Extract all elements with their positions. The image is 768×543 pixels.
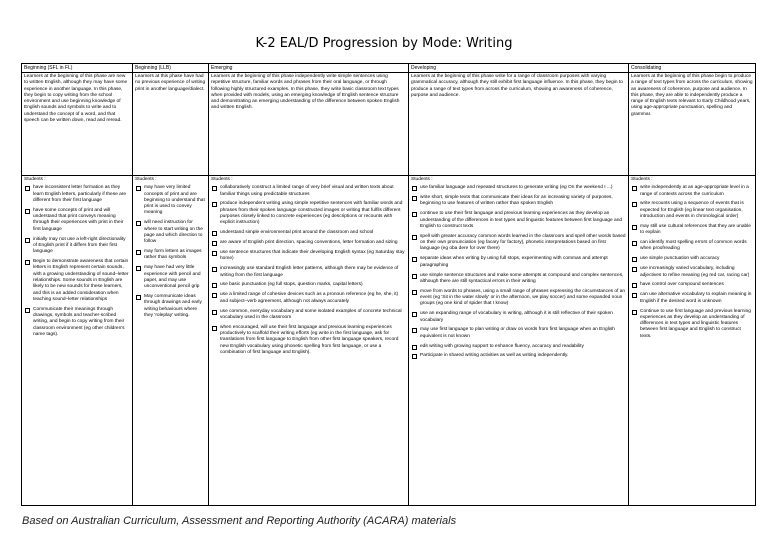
students-cell <box>409 176 629 506</box>
indicator-item: understand simple environmental print around the classroom and school <box>211 230 406 236</box>
phase-description-beginning-llb: Learners at this phase have had no previous experience of writing print in another language/dialect. <box>133 73 209 176</box>
indicator-item: write recounts using a sequence of events that is expected for English (eg linear text organisation, introduction and events in chronological order) <box>631 201 753 220</box>
indicator-item: may use first language to plan writing or draw on words from first language when an English equivalent is not known <box>411 327 626 340</box>
phase-header-developing: Developing <box>409 64 629 73</box>
phase-header-beginning-sfl: Beginning (SFL in FL) <box>22 64 133 73</box>
indicator-item: have some concepts of print and will understand that print conveys meaning through their experiences with print in their first language <box>24 208 130 233</box>
phase-header-consolidating: Consolidating <box>629 64 756 73</box>
indicator-item: use increasingly varied vocabulary, including adjectives to refine meaning (eg red car, racing car) <box>631 266 753 279</box>
students-label: Students : <box>631 177 653 182</box>
indicator-list <box>135 185 206 319</box>
indicator-list <box>211 185 406 356</box>
indicator-item: may have very limited concepts of print and are beginning to understand that print is used to convey meaning <box>135 185 206 216</box>
indicator-item: have inconsistent letter formation as they learn English letters, particularly if these are different from their first language <box>24 185 130 204</box>
indicator-list <box>411 185 626 359</box>
phase-description-beginning-sfl: Learners at the beginning of this phase are new to written English, although they may have some experience in another language. In this phase, they begin to copy writing from the school environment and use beginning knowledge of English sounds and symbols to write and to understand the concept of a word, and that speech can be written down, read and reread. <box>22 73 133 176</box>
indicator-item: Continue to use first language and previous learning experiences as they develop an understanding of differences in text types and linguistic features between first language and English to construct texts. <box>631 309 753 340</box>
indicator-item: use basic punctuation (eg full stops, question marks, capital letters) <box>211 282 406 288</box>
indicator-item: can use alternative vocabulary to explain meaning in English if the desired word is unknown <box>631 292 753 305</box>
document-title: K-2 EAL/D Progression by Mode: Writing <box>255 36 513 51</box>
students-cell <box>133 176 209 506</box>
indicator-item: continue to use their first language and previous learning experiences as they develop an understanding of the differences in text types and linguistic features between first language and English to construct texts <box>411 211 626 230</box>
indicator-item: initially may not use a left-right directionality of English print if it differs from their first language <box>24 237 130 256</box>
indicator-item: increasingly use standard English letter patterns, although there may be evidence of writing from the first language <box>211 266 406 279</box>
phase-header-row <box>22 64 756 73</box>
indicator-item: use familiar language and repeated structures to generate writing (eg On the weekend I ...) <box>411 185 626 191</box>
phase-students-row <box>22 176 756 506</box>
indicator-item: use common, everyday vocabulary and some isolated examples of concrete technical vocabulary used in the classroom <box>211 309 406 322</box>
source-footnote: Based on Australian Curriculum, Assessment and Reporting Authority (ACARA) materials <box>22 515 457 527</box>
indicator-item: Participate in shared writing activities as well as writing independently. <box>411 353 626 359</box>
students-label: Students : <box>135 177 157 182</box>
phase-header-beginning-llb: Beginning (LLB) <box>133 64 209 73</box>
phase-header-emerging: Emerging <box>209 64 409 73</box>
indicator-item: when encouraged, will use their first language and previous learning experiences productively to scaffold their writing efforts (eg write in the first language, ask for translations from first language to English from other first language speakers, record new English vocabulary using phonetic spelling from first language, or use a combination of first language and English). <box>211 325 406 356</box>
indicator-item: Communicate their meanings through drawings, symbols and teacher-scribed writing, and begin to copy writing from their classroom environment (eg other children's name tags). <box>24 307 130 338</box>
indicator-item: use an expanding range of vocabulary in writing, although it is still reflective of their spoken vocabulary <box>411 311 626 324</box>
indicator-item: spell with greater accuracy common words learned in the classroom and spell other words based on their own pronunciation (eg facary for factory), phonetic interpretations based on first language (eg oba dere for over there) <box>411 234 626 253</box>
progression-table <box>21 63 756 506</box>
indicator-item: may have had very little experience with pencil and paper, and may use unconventional pencil grip <box>135 265 206 290</box>
indicator-item: use a limited range of cohesive devices such as a pronoun reference (eg he, she, it) and subject–verb agreement, although not always accurately <box>211 292 406 305</box>
phase-description-row <box>22 73 756 176</box>
phase-description-emerging: Learners at the beginning of this phase independently write simple sentences using repetitive structure, familiar words and phrases from their oral language, or through following highly structured examples. In this phase, they write basic classroom text types when provided with models, using an emerging knowledge of English sentence structure and demonstrating an emerging understanding of the difference between spoken English and written English. <box>209 73 409 176</box>
indicator-item: use sentence structures that indicate their developing English syntax (eg Saturday stay home) <box>211 250 406 263</box>
indicator-item: separate ideas when writing by using full stops, experimenting with commas and attempt paragraphing <box>411 256 626 269</box>
indicator-item: Begin to demonstrate awareness that certain letters in English represent certain sounds, with a growing understanding of sound–letter relationships. Some sounds in English are likely to be new sounds for these learners, and this is an added consideration when teaching sound–letter relationships <box>24 259 130 303</box>
indicator-item: edit writing with growing support to enhance fluency, accuracy and readability <box>411 344 626 350</box>
indicator-item: collaboratively construct a limited range of very brief visual and written texts about familiar things using predictable structures <box>211 185 406 198</box>
indicator-item: write short, simple texts that communicate their ideas for an increasing variety of purposes, beginning to use features of written rather than spoken English <box>411 195 626 208</box>
indicator-item: have control over compound sentences <box>631 282 753 288</box>
indicator-item: use simple punctuation with accuracy <box>631 256 753 262</box>
indicator-item: may still use cultural references that they are unable to explain <box>631 224 753 237</box>
students-label: Students : <box>411 177 433 182</box>
students-label: Students : <box>24 177 46 182</box>
indicator-item: May communicate ideas through drawings and early writing behaviours where they 'roleplay' writing. <box>135 294 206 319</box>
indicator-item: are aware of English print direction, spacing conventions, letter formation and sizing <box>211 240 406 246</box>
indicator-item: produce independent writing using simple repetitive sentences with familiar words and phrases from their spoken language constructed images or writing that fulfils different purposes closely linked to concrete experiences (eg descriptions or recounts with explicit instruction) <box>211 201 406 226</box>
phase-description-consolidating: Learners at the beginning of this phase begin to produce a range of text types from across the curriculum, showing an awareness of coherence, purpose and audience. In this phase, they are able to independently produce a range of English texts relevant to Early Childhood years, using age-appropriate punctuation, spelling and grammar. <box>629 73 756 176</box>
indicator-item: will need instruction for where to start writing on the page and which direction to follow <box>135 220 206 245</box>
indicator-item: move from words to phrases, using a small range of phrases expressing the circumstances of an event (eg 'Sit in the water slowly' or in the afternoon, we play soccer) and some expanded noun groups (eg one kind of spider that I know) <box>411 289 626 308</box>
phase-description-developing: Learners at the beginning of this phase write for a range of classroom purposes with varying grammatical accuracy, although they still exhibit first language influence. In this phase, they begin to produce a range of text types from across the curriculum, showing an awareness of coherence, purpose and audience. <box>409 73 629 176</box>
students-label: Students : <box>211 177 233 182</box>
indicator-item: can identify most spelling errors of common words when proofreading <box>631 240 753 253</box>
students-cell <box>22 176 133 506</box>
indicator-item: may form letters as images rather than symbols <box>135 249 206 262</box>
indicator-list <box>631 185 753 340</box>
students-cell <box>629 176 756 506</box>
indicator-item: write independently at an age-appropriate level in a range of contexts across the curriculum <box>631 185 753 198</box>
indicator-item: use simple sentence structures and make some attempts at compound and complex sentences, although there are still syntactical errors in their writing <box>411 273 626 286</box>
students-cell <box>209 176 409 506</box>
indicator-list <box>24 185 130 338</box>
